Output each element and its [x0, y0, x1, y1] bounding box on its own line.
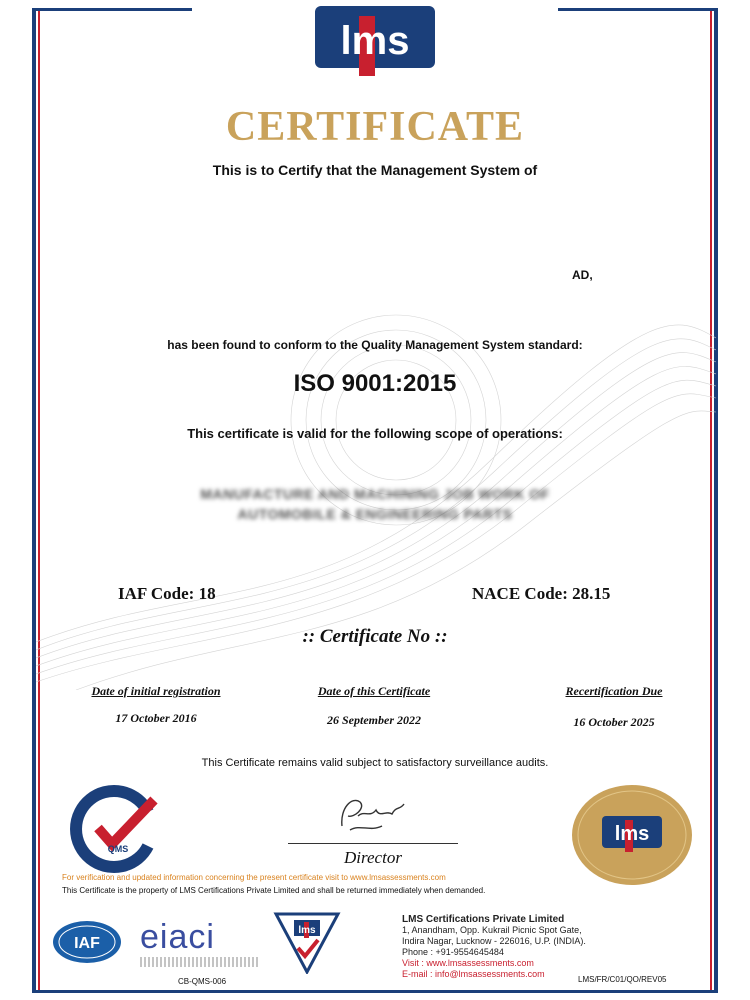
scope-line-1: MANUFACTURE AND MACHINING JOB WORK OF — [200, 486, 550, 502]
iaf-code-label: IAF Code: — [118, 584, 195, 603]
address-line-2: Indira Nagar, Lucknow - 226016, U.P. (INDIA). — [402, 936, 586, 946]
company-contact-block — [402, 914, 586, 980]
date-label: Recertification Due — [565, 684, 663, 698]
standard-name: ISO 9001:2015 — [293, 370, 457, 397]
eiac-arabic-text — [140, 957, 260, 967]
certificate-number: :: Certificate No :: — [302, 626, 448, 647]
director-signature — [330, 788, 410, 838]
company-name-partial: AD, — [572, 268, 593, 282]
validity-note: This Certificate remains valid subject to satisfactory surveillance audits. — [201, 757, 549, 769]
email: E-mail : info@lmsassessments.com — [402, 969, 545, 979]
verification-notice: For verification and updated information concerning the present certificate visit to www.lmsassessments.com — [62, 873, 446, 882]
document-reference: LMS/FR/C01/QO/REV05 — [578, 975, 667, 984]
address-line-1: 1, Anandham, Opp. Kukrail Picnic Spot Gate, — [402, 925, 582, 935]
conform-text: has been found to conform to the Quality Management System standard: — [167, 338, 583, 352]
iaf-logo-text: IAF — [74, 935, 100, 952]
lms-logo — [315, 6, 435, 78]
certify-intro: This is to Certify that the Management System of — [212, 162, 538, 178]
date-of-certificate — [300, 684, 448, 728]
signature-line — [288, 843, 458, 844]
seal-text: lms — [614, 823, 650, 845]
qms-badge — [68, 782, 162, 876]
date-value: 16 October 2025 — [573, 715, 655, 729]
date-label: Date of initial registration — [91, 684, 221, 698]
lms-gold-seal — [570, 784, 694, 886]
nace-code — [472, 584, 610, 604]
lms-logo-text: lms — [340, 19, 410, 63]
company-name: LMS Certifications Private Limited — [402, 914, 565, 925]
website: Visit : www.lmsassessments.com — [402, 958, 534, 968]
nace-code-value: 28.15 — [572, 584, 611, 603]
date-value: 26 September 2022 — [327, 713, 421, 727]
iaf-code-value: 18 — [198, 584, 216, 603]
scope-line-2: AUTOMOBILE & ENGINEERING PARTS — [237, 506, 513, 522]
recertification-due — [540, 684, 688, 730]
eiac-logo: eiaci — [140, 918, 215, 956]
iaf-logo — [52, 920, 122, 964]
eiac-code: CB-QMS-006 — [178, 977, 227, 986]
director-label: Director — [344, 848, 402, 867]
scope-intro: This certificate is valid for the following scope of operations: — [187, 426, 563, 441]
date-initial-registration — [82, 684, 230, 726]
phone: Phone : +91-9554645484 — [402, 947, 504, 957]
date-value: 17 October 2016 — [115, 711, 197, 725]
shield-logo-text: lms — [298, 925, 316, 936]
iaf-code — [118, 584, 216, 604]
lms-shield-logo — [272, 910, 342, 974]
nace-code-label: NACE Code: — [472, 584, 568, 603]
certificate-title: CERTIFICATE — [225, 104, 525, 150]
property-notice: This Certificate is the property of LMS Certifications Private Limited and shall be returned immediately when demanded. — [62, 886, 486, 895]
qms-badge-text: QMS — [107, 844, 129, 854]
date-label: Date of this Certificate — [317, 684, 431, 698]
